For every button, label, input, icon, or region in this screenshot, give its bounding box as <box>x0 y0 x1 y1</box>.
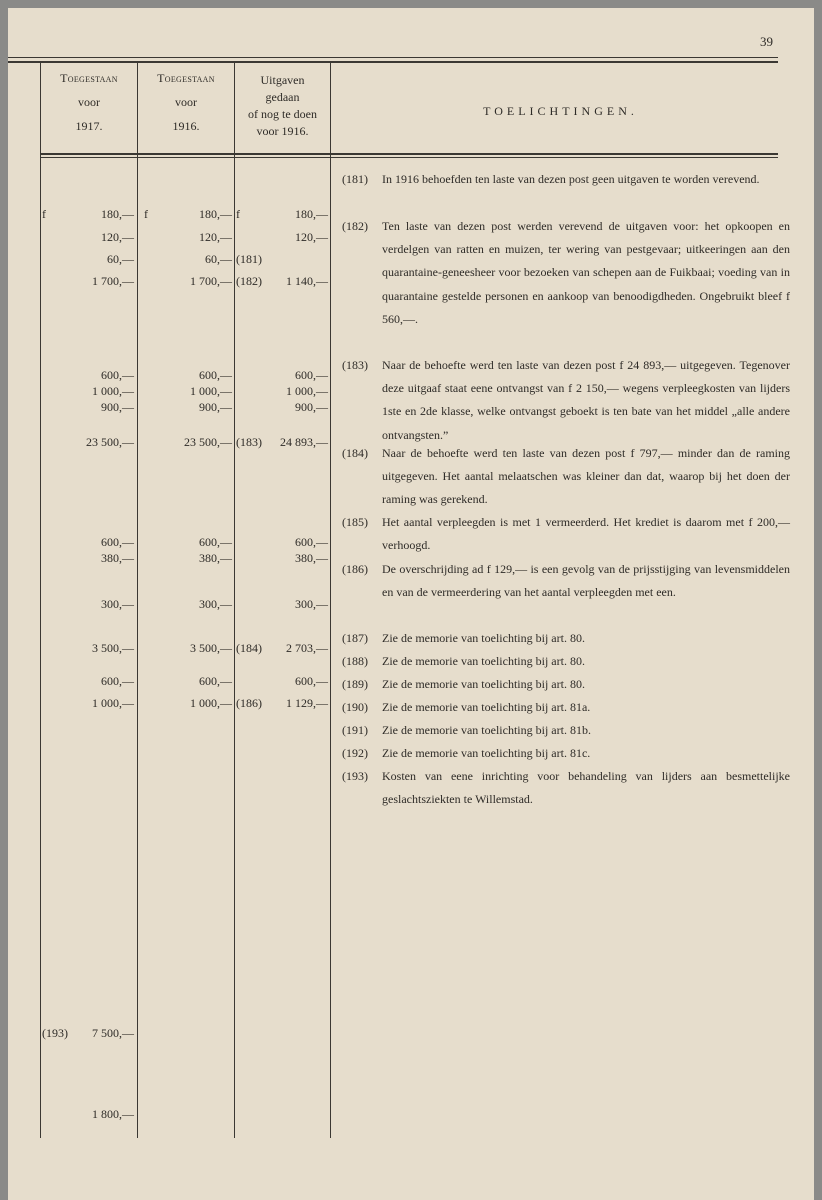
amount-1917: 380,— <box>101 551 134 565</box>
header-top-rule <box>8 57 778 58</box>
note-text: Naar de behoefte werd ten laste van dezen post f 24 893,— uitgegeven. Tegenover deze uitgaaf staat eene ontvangst van f 2 150,— wegens verpleegkosten van lijders 1ste en 2de klasse, welke ontvangst geboekt is ten bate van het middel „alle andere ontvangsten.” <box>382 358 790 442</box>
header-col-1916-title: Toegestaan <box>157 71 215 85</box>
expenditure-ref: (181) <box>236 252 262 266</box>
page-number: 39 <box>760 34 773 49</box>
header-col-uitgaven-voor: voor 1916. <box>256 124 309 138</box>
note-text: Zie de memorie van toelichting bij art. 81c. <box>382 746 591 760</box>
expenditure-ref: (183) <box>236 435 262 449</box>
expenditure-1916: 600,— <box>295 674 328 688</box>
note-text: Zie de memorie van toelichting bij art. 80. <box>382 654 585 668</box>
note-ref: (185) <box>342 515 368 529</box>
column-rule-1 <box>137 63 138 1138</box>
expenditure-1916: 600,— <box>295 368 328 382</box>
note-ref: (192) <box>342 746 368 760</box>
amount-1917: 1 700,— <box>92 274 134 288</box>
amount-1916: 900,— <box>199 400 232 414</box>
amount-1917: 600,— <box>101 535 134 549</box>
note-ref: (189) <box>342 677 368 691</box>
amount-1916: 1 700,— <box>190 274 232 288</box>
amount-1916: 1 000,— <box>190 384 232 398</box>
amount-1916: 380,— <box>199 551 232 565</box>
note-ref: (187) <box>342 631 368 645</box>
header-col-uitgaven-nog: of nog te doen <box>248 107 317 121</box>
amount-1917: 7 500,— <box>92 1026 134 1040</box>
amount-1917: 3 500,— <box>92 641 134 655</box>
expenditure-1916: 120,— <box>295 230 328 244</box>
amount-1916: 1 000,— <box>190 696 232 710</box>
note-item <box>342 354 790 447</box>
header-col-uitgaven <box>235 72 330 140</box>
note-item <box>342 215 790 331</box>
amount-1917: 60,— <box>107 252 134 266</box>
note-ref: (191) <box>342 723 368 737</box>
note-ref: (190) <box>342 700 368 714</box>
note-ref: (181) <box>342 172 368 186</box>
header-bottom-rule <box>40 153 778 155</box>
expenditure-ref: f <box>236 207 240 221</box>
amount-1917: 900,— <box>101 400 134 414</box>
expenditure-1916: 300,— <box>295 597 328 611</box>
expenditure-1916: 1 000,— <box>286 384 328 398</box>
note-item <box>342 650 790 673</box>
header-col-1916 <box>138 66 234 138</box>
amount-1917: 180,— <box>101 207 134 221</box>
header-col-uitgaven-title: Uitgaven <box>260 73 305 87</box>
note-text: Het aantal verpleegden is met 1 vermeerderd. Het krediet is daarom met f 200,— verhoogd. <box>382 515 790 553</box>
header-col-1916-voor: voor <box>175 95 197 109</box>
amount-1917: 300,— <box>101 597 134 611</box>
header-col-uitgaven-gedaan: gedaan <box>265 90 300 104</box>
header-col-1917-voor: voor <box>78 95 100 109</box>
amount-1917: 1 000,— <box>92 696 134 710</box>
note-ref: (184) <box>342 446 368 460</box>
note-item <box>342 719 790 742</box>
header-col-1917 <box>41 66 137 138</box>
column-rule-left <box>40 63 41 1138</box>
note-text: De overschrijding ad f 129,— is een gevolg van de prijsstijging van levensmiddelen en van de vermeerdering van het aantal verpleegden met een. <box>382 562 790 600</box>
amount-1916-prefix: f <box>144 207 148 221</box>
note-text: Zie de memorie van toelichting bij art. 80. <box>382 631 585 645</box>
note-item <box>342 511 790 557</box>
note-text: Naar de behoefte werd ten laste van dezen post f 797,— minder dan de raming uitgegeven. Het aantal melaatschen was kleiner dan dat, waarop bij het doen der raming was gerekend. <box>382 446 790 507</box>
note-ref: (183) <box>342 358 368 372</box>
note-text: Zie de memorie van toelichting bij art. 80. <box>382 677 585 691</box>
header-col-1917-year: 1917. <box>75 119 103 133</box>
expenditure-1916: 24 893,— <box>280 435 328 449</box>
header-col-toelichtingen: TOELICHTINGEN. <box>483 104 638 118</box>
note-item <box>342 696 790 719</box>
note-ref: (193) <box>342 769 368 783</box>
amount-1916: 180,— <box>199 207 232 221</box>
amount-1916: 600,— <box>199 674 232 688</box>
amount-1916: 120,— <box>199 230 232 244</box>
amount-1917: 600,— <box>101 674 134 688</box>
amount-1917: 600,— <box>101 368 134 382</box>
note-text: Zie de memorie van toelichting bij art. 81a. <box>382 700 591 714</box>
amount-1916: 23 500,— <box>184 435 232 449</box>
expenditure-1916: 900,— <box>295 400 328 414</box>
note-ref: (188) <box>342 654 368 668</box>
amount-1916: 3 500,— <box>190 641 232 655</box>
document-page <box>8 8 814 1200</box>
expenditure-1916: 2 703,— <box>286 641 328 655</box>
note-text: Zie de memorie van toelichting bij art. 81b. <box>382 723 591 737</box>
column-rule-2 <box>234 63 235 1138</box>
note-text: Kosten van eene inrichting voor behandeling van lijders aan besmettelijke geslachtsziekten te Willemstad. <box>382 769 790 807</box>
expenditure-1916: 1 129,— <box>286 696 328 710</box>
header-col-1917-title: Toegestaan <box>60 71 118 85</box>
header-top-rule-2 <box>8 61 778 63</box>
note-item <box>342 673 790 696</box>
column-rule-3 <box>330 63 331 1138</box>
note-item <box>342 168 790 191</box>
note-text: Ten laste van dezen post werden verevend de uitgaven voor: het opkoopen en verdelgen van ratten en muizen, ter wering van pestgevaar; uitkeeringen aan den quarantaine-geneesheer voor bezoeken van schepen aan de Fuikbaai; voeding van in quarantaine gestelde personen en aankoop van benoodigdheden. Ongebruikt bleef f 560,—. <box>382 219 790 326</box>
note-item <box>342 742 790 765</box>
note-ref: (182) <box>342 219 368 233</box>
amount-1917: 1 800,— <box>92 1107 134 1121</box>
amount-1916: 600,— <box>199 535 232 549</box>
amount-1917-prefix: (193) <box>42 1026 68 1040</box>
expenditure-ref: (184) <box>236 641 262 655</box>
expenditure-ref: (186) <box>236 696 262 710</box>
amount-1917: 120,— <box>101 230 134 244</box>
note-text: In 1916 behoefden ten laste van dezen post geen uitgaven te worden verevend. <box>382 172 760 186</box>
expenditure-1916: 600,— <box>295 535 328 549</box>
expenditure-1916: 180,— <box>295 207 328 221</box>
amount-1917: 1 000,— <box>92 384 134 398</box>
expenditure-ref: (182) <box>236 274 262 288</box>
amount-1916: 600,— <box>199 368 232 382</box>
note-item <box>342 627 790 650</box>
note-item <box>342 558 790 604</box>
expenditure-1916: 1 140,— <box>286 274 328 288</box>
amount-1916: 60,— <box>205 252 232 266</box>
amount-1917: 23 500,— <box>86 435 134 449</box>
amount-1916: 300,— <box>199 597 232 611</box>
header-col-1916-year: 1916. <box>172 119 200 133</box>
note-item <box>342 442 790 512</box>
expenditure-1916: 380,— <box>295 551 328 565</box>
note-ref: (186) <box>342 562 368 576</box>
header-bottom-rule-2 <box>40 157 778 158</box>
note-item <box>342 765 790 811</box>
amount-1917-prefix: f <box>42 207 46 221</box>
